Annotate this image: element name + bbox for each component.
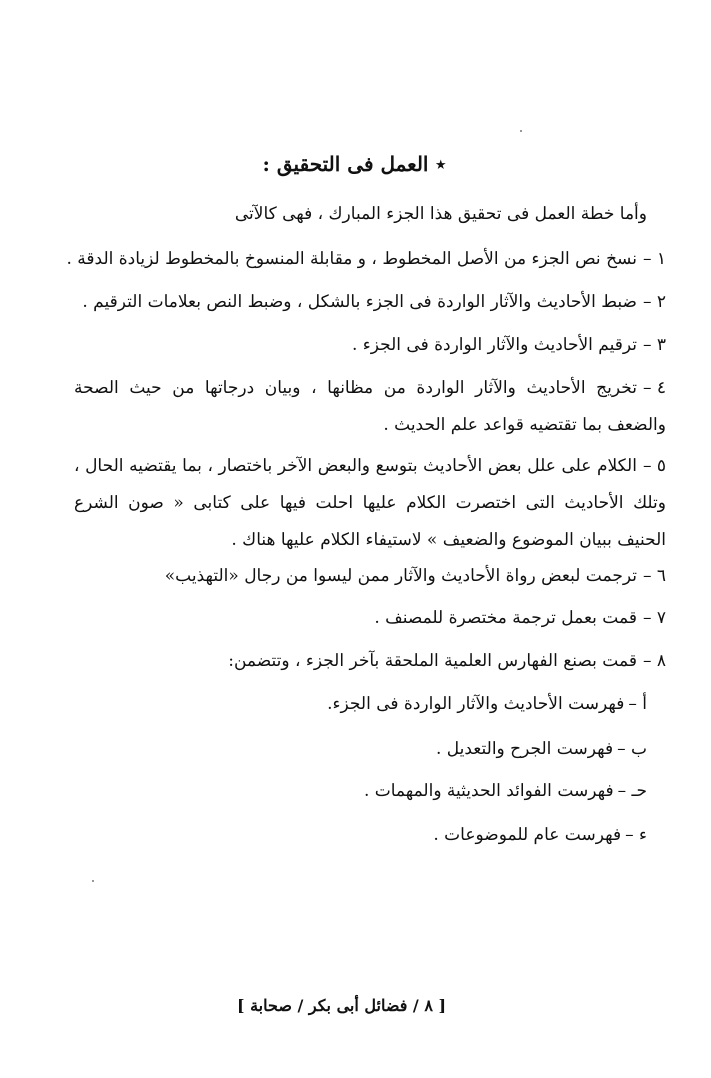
step-item-1 — [66, 241, 666, 278]
page-footer-text: [ ٨ / فضائل أبى بكر / صحابة ] — [236, 996, 447, 1015]
step-number: ٢ – — [642, 292, 666, 312]
index-item-2 — [436, 739, 647, 759]
step-number: ٦ – — [642, 566, 666, 586]
step-text: ترقيم الأحاديث والآثار الواردة فى الجزء . — [351, 335, 637, 355]
section-heading — [263, 152, 447, 176]
scan-speck — [92, 880, 94, 882]
index-text: فهرست الفوائد الحديثية والمهمات . — [363, 781, 614, 801]
star-icon: ⋆ — [434, 152, 447, 176]
step-number: ٨ – — [642, 651, 666, 671]
index-text: فهرست عام للموضوعات . — [433, 825, 622, 845]
step-text: قمت بصنع الفهارس العلمية الملحقة بآخر الجزء ، وتتضمن: — [228, 651, 637, 671]
page-footer — [0, 996, 711, 1015]
step-item-6 — [165, 558, 666, 595]
index-letter: حـ – — [617, 781, 647, 801]
step-text: ضبط الأحاديث والآثار الواردة فى الجزء بالشكل ، وضبط النص بعلامات الترقيم . — [82, 292, 637, 312]
step-item-3 — [352, 327, 666, 364]
index-text: فهرست الجرح والتعديل . — [435, 739, 614, 759]
step-number: ١ – — [642, 249, 666, 269]
intro-paragraph: وأما خطة العمل فى تحقيق هذا الجزء المبارك ، فهى كالآتى — [234, 204, 647, 224]
step-number: ٥ – — [642, 456, 666, 476]
step-item-8 — [228, 643, 666, 680]
index-letter: ب – — [617, 739, 647, 759]
section-heading-text: العمل فى التحقيق : — [262, 152, 429, 176]
step-item-2 — [82, 284, 666, 321]
step-item-5 — [74, 448, 666, 559]
index-item-1 — [327, 694, 647, 714]
step-text: ترجمت لبعض رواة الأحاديث والآثار ممن ليسوا من رجال «التهذيب» — [164, 566, 637, 586]
step-item-7 — [374, 600, 666, 637]
step-text: تخريج الأحاديث والآثار الواردة من مظانها ، وبيان درجاتها من حيث الصحة والضعف بما تقتضيه قواعد علم الحديث . — [74, 378, 666, 435]
step-number: ٤ – — [642, 378, 666, 398]
index-item-3 — [364, 781, 647, 801]
step-number: ٣ – — [642, 335, 666, 355]
index-item-4 — [433, 825, 647, 845]
step-text: قمت بعمل ترجمة مختصرة للمصنف . — [374, 608, 637, 628]
step-text: الكلام على علل بعض الأحاديث بتوسع والبعض الآخر باختصار ، بما يقتضيه الحال ، وتلك الأحاديث التى اختصرت الكلام عليها احلت فيها على كتابى « صون الشرع الحنيف ببيان الموضوع والضعيف » لاستيفاء الكلام عليها هناك . — [74, 456, 666, 550]
step-item-4 — [74, 370, 666, 444]
step-number: ٧ – — [642, 608, 666, 628]
scan-speck — [520, 130, 522, 132]
index-letter: أ – — [628, 694, 647, 714]
step-text: نسخ نص الجزء من الأصل المخطوط ، و مقابلة المنسوخ بالمخطوط لزيادة الدقة . — [66, 249, 637, 269]
index-text: فهرست الأحاديث والآثار الواردة فى الجزء. — [327, 694, 625, 714]
index-letter: ء – — [625, 825, 647, 845]
